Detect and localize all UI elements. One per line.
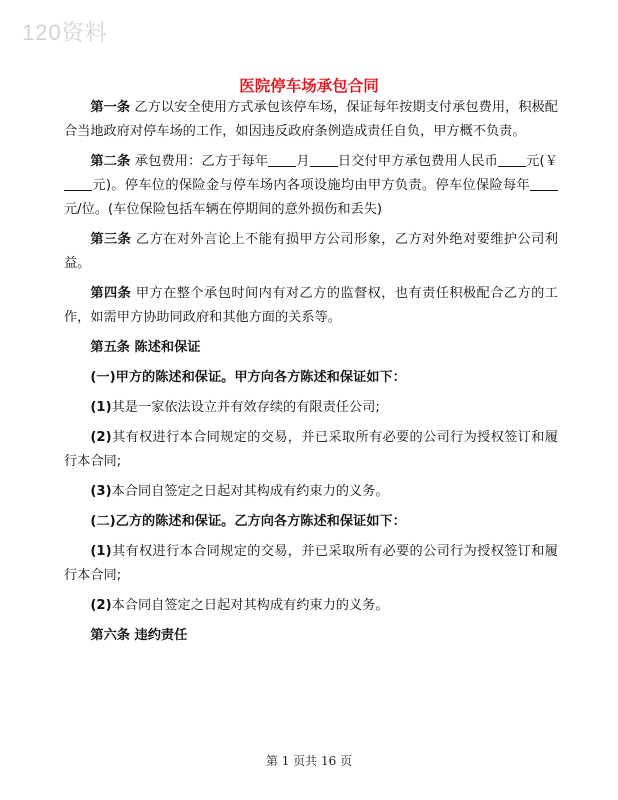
blank-amount-symbol — [64, 176, 92, 191]
party-a-item-3 — [64, 480, 558, 504]
article-2-text-1: 承包费用：乙方于每年 — [130, 154, 269, 169]
article-6-heading: 第六条 违约责任 — [90, 628, 188, 643]
item-text: 其有权进行本合同规定的交易，并已采取所有必要的公司行为授权签订和履行本合同; — [64, 430, 558, 469]
article-1 — [64, 96, 558, 144]
article-4-text: 甲方在整个承包时间内有对乙方的监督权，也有责任积极配合乙方的工作，如需甲方协助同政府和其他方面的关系等。 — [64, 286, 558, 325]
item-text: 本合同自签定之日起对其构成有约束力的义务。 — [111, 484, 389, 499]
page-footer: 第 1 页共 16 页 — [265, 754, 353, 768]
watermark: 120资料 — [22, 20, 108, 45]
blank-insurance — [530, 176, 558, 191]
article-2-label: 第二条 — [90, 154, 131, 169]
article-4-label: 第四条 — [90, 286, 132, 301]
article-3-label: 第三条 — [90, 232, 132, 247]
party-a-item-1 — [64, 396, 558, 420]
document-body — [64, 96, 558, 654]
party-b-item-1 — [64, 540, 558, 588]
party-a-item-2 — [64, 426, 558, 474]
article-2-text-2: 月 — [296, 154, 310, 169]
article-3 — [64, 228, 558, 276]
item-text: 本合同自签定之日起对其构成有约束力的义务。 — [111, 598, 389, 613]
article-3-text: 乙方在对外言论上不能有损甲方公司形象，乙方对外绝对要维护公司利益。 — [64, 232, 558, 271]
item-number: (1) — [90, 400, 112, 415]
article-2-text-4: 元(￥ — [526, 154, 558, 169]
article-5-heading: 第五条 陈述和保证 — [90, 340, 201, 355]
party-a-heading: (一)甲方的陈述和保证。甲方向各方陈述和保证如下： — [90, 370, 406, 385]
item-text: 其是一家依法设立并有效存续的有限责任公司; — [111, 400, 380, 415]
item-text: 其有权进行本合同规定的交易，并已采取所有必要的公司行为授权签订和履行本合同; — [64, 544, 558, 583]
item-number: (1) — [90, 544, 112, 559]
article-2-text-3: 日交付甲方承包费用人民币 — [337, 154, 498, 169]
blank-day — [310, 152, 338, 167]
blank-month — [268, 152, 296, 167]
article-2 — [64, 150, 558, 222]
document-title: 医院停车场承包合同 — [239, 77, 379, 95]
article-2-text-6: 元/位。(车位保险包括车辆在停期间的意外损伤和丢失) — [64, 202, 383, 217]
item-number: (2) — [90, 430, 112, 445]
item-number: (2) — [90, 598, 112, 613]
blank-amount — [498, 152, 526, 167]
party-b-item-2 — [64, 594, 558, 618]
party-b-heading: (二)乙方的陈述和保证。乙方向各方陈述和保证如下： — [90, 514, 406, 529]
article-4 — [64, 282, 558, 330]
article-1-text: 乙方以安全使用方式承包该停车场，保证每年按期支付承包费用，积极配合当地政府对停车场的工作，如因违反政府条例造成责任自负，甲方概不负责。 — [64, 100, 558, 139]
article-2-text-5: 元)。停车位的保险金与停车场内各项设施均由甲方负责。停车位保险每年 — [92, 178, 530, 193]
item-number: (3) — [90, 484, 112, 499]
article-1-label: 第一条 — [90, 100, 131, 115]
